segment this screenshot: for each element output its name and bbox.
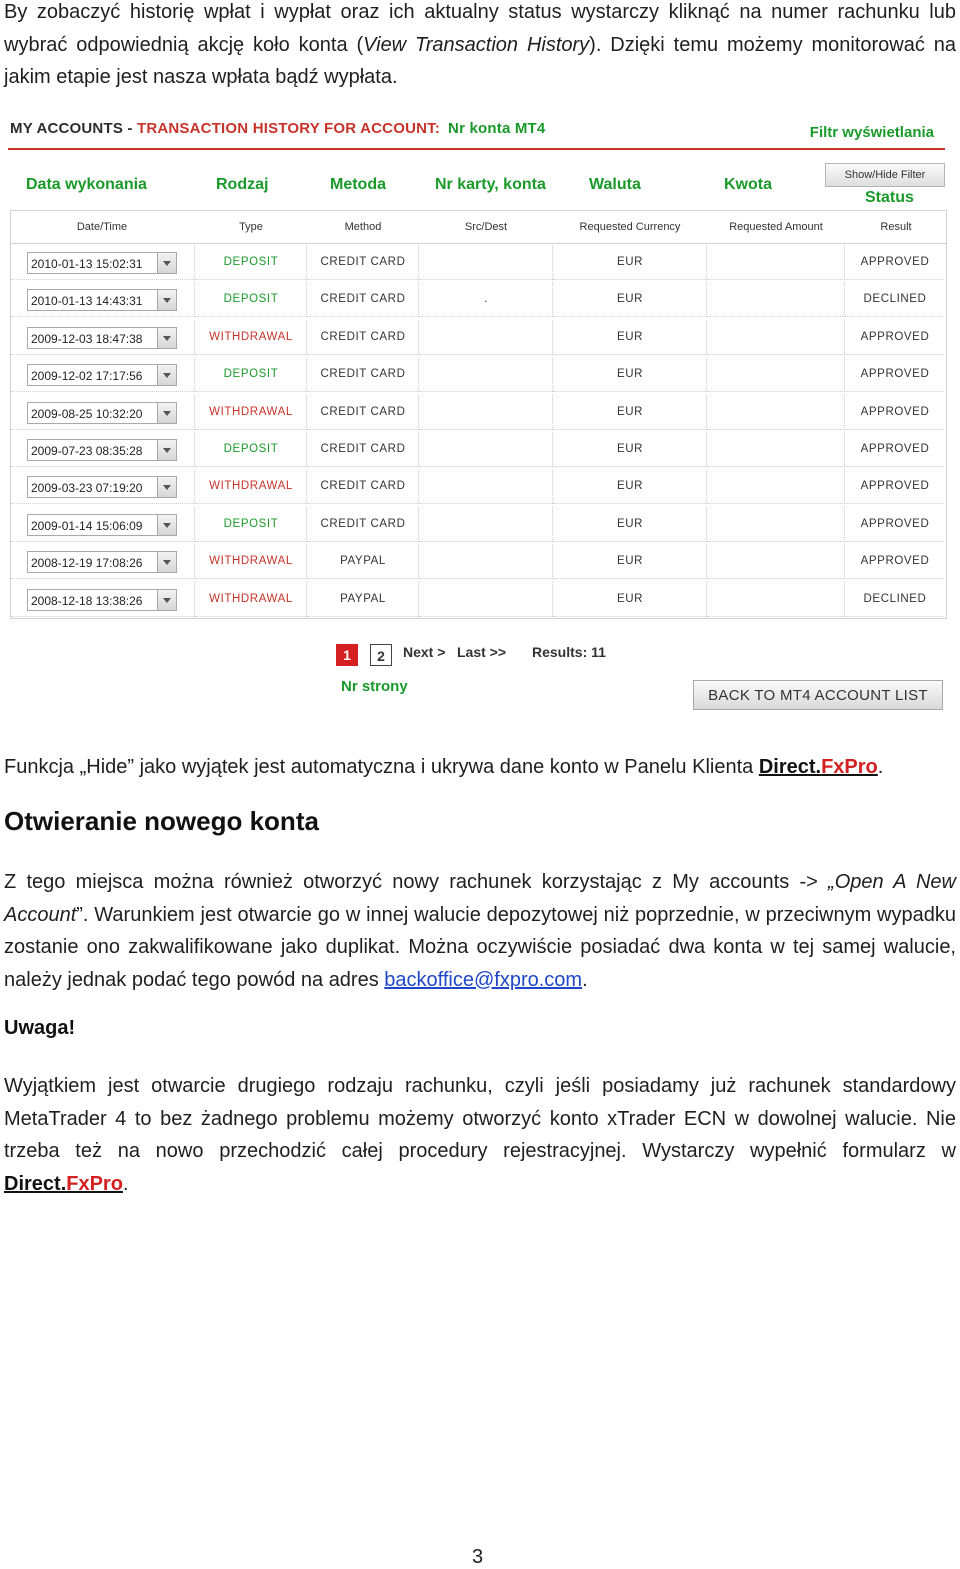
table-cell bbox=[707, 357, 845, 392]
chevron-down-icon[interactable] bbox=[157, 365, 176, 385]
table-cell bbox=[707, 320, 845, 355]
type-cell: DEPOSIT bbox=[223, 368, 279, 381]
col-method: Method bbox=[344, 221, 382, 233]
method-cell: CREDIT CARD bbox=[320, 443, 406, 455]
screenshot-title: MY ACCOUNTS - TRANSACTION HISTORY FOR ACCOUNT: Nr konta MT4 bbox=[10, 120, 546, 137]
datetime-dropdown[interactable] bbox=[27, 439, 177, 461]
table-cell bbox=[419, 245, 553, 280]
hide-paragraph: Funkcja „Hide” jako wyjątek jest automatyczna i ukrywa dane konto w Panelu Klienta Direct.FxPro. bbox=[4, 756, 884, 778]
table-row bbox=[11, 357, 946, 394]
table-row bbox=[11, 432, 946, 469]
table-row bbox=[11, 320, 946, 357]
annotation-date: Data wykonania bbox=[26, 176, 147, 193]
datetime-value: 2009-07-23 08:35:28 bbox=[31, 444, 143, 458]
table-cell bbox=[419, 582, 553, 617]
next-page-link[interactable]: Next > bbox=[403, 644, 446, 660]
table-cell bbox=[419, 507, 553, 542]
datetime-dropdown[interactable] bbox=[27, 402, 177, 424]
currency-cell: EUR bbox=[616, 330, 644, 343]
currency-cell: EUR bbox=[616, 256, 644, 268]
section-heading: Otwieranie nowego konta bbox=[4, 806, 319, 836]
method-cell: CREDIT CARD bbox=[320, 480, 406, 493]
table-cell bbox=[419, 357, 553, 392]
annotation-status: Status bbox=[865, 189, 914, 206]
chevron-down-icon[interactable] bbox=[157, 290, 176, 310]
transaction-table bbox=[10, 210, 947, 619]
title-divider bbox=[8, 148, 945, 150]
table-cell bbox=[707, 245, 845, 280]
chevron-down-icon[interactable] bbox=[157, 328, 176, 348]
datetime-dropdown[interactable] bbox=[27, 289, 177, 311]
result-cell: APPROVED bbox=[860, 368, 930, 381]
type-cell: WITHDRAWAL bbox=[209, 555, 293, 568]
intro-paragraph: By zobaczyć historię wpłat i wypłat oraz ich aktualny status wystarczy kliknąć na numer rachunku lub wybrać odpowiednią akcję koło konta (View Transaction History). Dzięki temu możemy monitorować na jakim etapie jest nasza wpłata bądź wypłata. bbox=[4, 1, 956, 88]
result-cell: APPROVED bbox=[860, 405, 930, 418]
back-to-account-list-button[interactable]: BACK TO MT4 ACCOUNT LIST bbox=[693, 680, 943, 710]
transaction-history-screenshot bbox=[8, 112, 948, 712]
chevron-down-icon[interactable] bbox=[157, 253, 176, 273]
exception-paragraph: Wyjątkiem jest otwarcie drugiego rodzaju rachunku, czyli jeśli posiadamy już rachunek standardowy MetaTrader 4 to bez żadnego problemu możemy otworzyć konto xTrader ECN w dowolnej walucie. Nie trzeba też na nowo przechodzić całej procedury rejestracyjnej. Wystarczy wypełnić formularz w Direct.FxPro. bbox=[4, 1075, 956, 1195]
datetime-dropdown[interactable] bbox=[27, 364, 177, 386]
table-cell bbox=[419, 395, 553, 430]
datetime-value: 2010-01-13 15:02:31 bbox=[31, 257, 143, 271]
chevron-down-icon[interactable] bbox=[157, 552, 176, 572]
currency-cell: EUR bbox=[616, 293, 644, 306]
currency-cell: EUR bbox=[616, 555, 644, 568]
currency-cell: EUR bbox=[616, 405, 644, 418]
table-row bbox=[11, 544, 946, 581]
table-header bbox=[11, 211, 946, 244]
annotation-card: Nr karty, konta bbox=[435, 176, 546, 193]
annotation-amount: Kwota bbox=[724, 176, 772, 193]
datetime-dropdown[interactable] bbox=[27, 514, 177, 536]
datetime-dropdown[interactable] bbox=[27, 327, 177, 349]
datetime-value: 2010-01-13 14:43:31 bbox=[31, 294, 143, 309]
col-src-dest: Src/Dest bbox=[464, 221, 508, 233]
method-cell: CREDIT CARD bbox=[320, 517, 406, 530]
table-cell bbox=[707, 582, 845, 617]
email-link[interactable]: backoffice@fxpro.com bbox=[384, 968, 583, 991]
table-row bbox=[11, 507, 946, 544]
method-cell: CREDIT CARD bbox=[320, 256, 406, 268]
type-cell: WITHDRAWAL bbox=[209, 480, 293, 493]
result-cell: APPROVED bbox=[860, 480, 930, 493]
currency-cell: EUR bbox=[616, 592, 644, 605]
type-cell: WITHDRAWAL bbox=[209, 405, 293, 418]
datetime-dropdown[interactable] bbox=[27, 589, 177, 611]
currency-cell: EUR bbox=[616, 480, 644, 493]
datetime-value: 2008-12-18 13:38:26 bbox=[31, 593, 143, 608]
table-cell bbox=[707, 282, 845, 317]
type-cell: WITHDRAWAL bbox=[209, 330, 293, 343]
col-result: Result bbox=[880, 221, 912, 233]
table-cell bbox=[707, 432, 845, 467]
method-cell: CREDIT CARD bbox=[320, 293, 406, 306]
datetime-dropdown[interactable] bbox=[27, 252, 177, 274]
table-row bbox=[11, 469, 946, 506]
col-amount: Requested Amount bbox=[729, 221, 823, 233]
type-cell: DEPOSIT bbox=[223, 443, 279, 455]
last-page-link[interactable]: Last >> bbox=[457, 644, 507, 660]
chevron-down-icon[interactable] bbox=[157, 590, 176, 610]
result-cell: APPROVED bbox=[860, 517, 930, 530]
page-2-button[interactable]: 2 bbox=[370, 644, 392, 666]
method-cell: CREDIT CARD bbox=[320, 405, 406, 418]
type-cell: WITHDRAWAL bbox=[209, 592, 293, 605]
table-cell bbox=[419, 469, 553, 504]
datetime-value: 2009-12-03 18:47:38 bbox=[31, 331, 143, 346]
table-cell bbox=[707, 395, 845, 430]
col-datetime: Date/Time bbox=[76, 221, 128, 233]
table-cell bbox=[707, 507, 845, 542]
method-cell: PAYPAL bbox=[340, 592, 386, 605]
chevron-down-icon[interactable] bbox=[157, 477, 176, 497]
type-cell: DEPOSIT bbox=[223, 256, 279, 268]
currency-cell: EUR bbox=[616, 517, 644, 530]
annotation-currency: Waluta bbox=[589, 176, 641, 193]
type-cell: DEPOSIT bbox=[223, 517, 279, 530]
col-type: Type bbox=[239, 221, 263, 233]
currency-cell: EUR bbox=[616, 368, 644, 381]
type-cell: DEPOSIT bbox=[223, 293, 279, 306]
datetime-value: 2009-01-14 15:06:09 bbox=[31, 518, 143, 533]
chevron-down-icon[interactable] bbox=[157, 515, 176, 535]
page-number: 3 bbox=[472, 1546, 484, 1568]
filter-note: Filtr wyświetlania bbox=[809, 124, 934, 141]
direct-fxpro-link[interactable]: Direct.FxPro bbox=[758, 756, 878, 778]
result-cell: DECLINED bbox=[863, 293, 927, 306]
result-cell: APPROVED bbox=[860, 555, 930, 568]
table-cell bbox=[419, 432, 553, 467]
table-row bbox=[11, 395, 946, 432]
result-cell: DECLINED bbox=[863, 592, 927, 605]
chevron-down-icon[interactable] bbox=[157, 440, 176, 460]
result-cell: APPROVED bbox=[860, 330, 930, 343]
show-hide-filter-button[interactable]: Show/Hide Filter bbox=[825, 163, 945, 187]
method-cell: CREDIT CARD bbox=[320, 368, 406, 381]
datetime-value: 2008-12-19 17:08:26 bbox=[31, 556, 143, 571]
table-row bbox=[11, 582, 946, 619]
table-cell bbox=[707, 469, 845, 504]
table-cell bbox=[419, 320, 553, 355]
method-cell: CREDIT CARD bbox=[320, 330, 406, 343]
currency-cell: EUR bbox=[616, 443, 644, 455]
chevron-down-icon[interactable] bbox=[157, 403, 176, 423]
account-number-note: Nr konta MT4 bbox=[448, 120, 546, 137]
table-cell bbox=[707, 544, 845, 579]
annotation-method: Metoda bbox=[330, 176, 386, 193]
result-cell: APPROVED bbox=[860, 256, 930, 268]
table-row bbox=[11, 245, 946, 282]
datetime-value: 2009-08-25 10:32:20 bbox=[31, 406, 143, 421]
annotation-pages: Nr strony bbox=[341, 678, 408, 695]
datetime-value: 2009-12-02 17:17:56 bbox=[31, 369, 143, 384]
open-account-paragraph: Z tego miejsca można również otworzyć nowy rachunek korzystając z My accounts -> „Open A New Account”. Warunkiem jest otwarcie go w innej walucie depozytowej niż poprzednie, w przeciwnym wypadku zostanie ono zakwalifikowane jako duplikat. Można oczywiście posiadać dwa konta w tej samej walucie, należy jednak podać tego powód na adres backoffice@fxpro.com. bbox=[4, 871, 956, 991]
annotation-type: Rodzaj bbox=[216, 176, 269, 193]
table-cell bbox=[419, 544, 553, 579]
datetime-value: 2009-03-23 07:19:20 bbox=[31, 481, 143, 496]
datetime-dropdown[interactable] bbox=[27, 551, 177, 573]
direct-fxpro-link-2[interactable]: Direct.FxPro bbox=[4, 1172, 123, 1195]
datetime-dropdown[interactable] bbox=[27, 476, 177, 498]
col-currency: Requested Currency bbox=[579, 221, 681, 233]
results-count: Results: 11 bbox=[532, 644, 606, 660]
page-1-button[interactable]: 1 bbox=[336, 644, 358, 666]
method-cell: PAYPAL bbox=[340, 555, 386, 568]
result-cell: APPROVED bbox=[860, 443, 930, 455]
src-dest-cell: . bbox=[484, 293, 488, 306]
table-row bbox=[11, 282, 946, 319]
note-label: Uwaga! bbox=[4, 1017, 76, 1039]
